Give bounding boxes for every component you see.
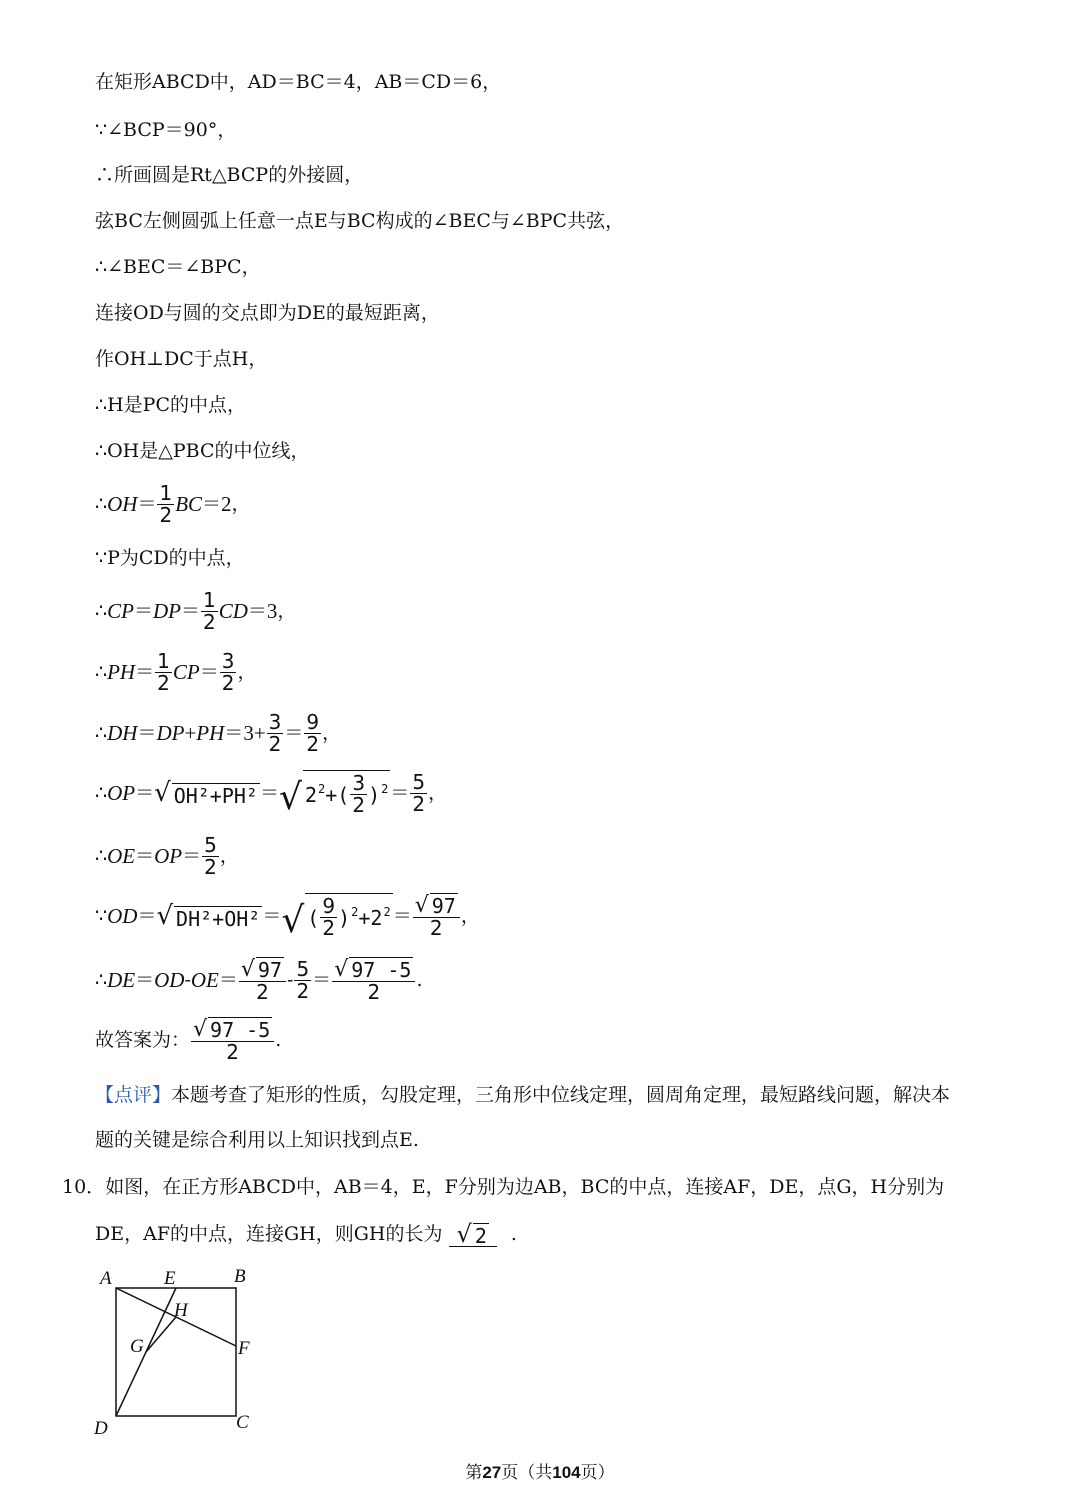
comment-line-2: 题的关键是综合利用以上知识找到点E. xyxy=(95,1129,419,1151)
fraction: $\frac{1}{2}$ xyxy=(157,649,170,695)
fraction: $\frac{3}{2}$ xyxy=(221,649,235,695)
text-line-1: 在矩形ABCD中，AD＝BC＝4，AB＝CD＝6， xyxy=(95,71,502,93)
label-b: B xyxy=(234,1266,246,1287)
text-line-4: 弦BC左侧圆弧上任意一点E与BC构成的∠BEC与∠BPC共弦， xyxy=(95,210,625,232)
sqrt-expression: √ OH²+PH² xyxy=(154,778,258,808)
question-10-line-2: DE，AF的中点，连接GH，则GH的长为 √ 2 . xyxy=(95,1220,517,1248)
fraction: $\frac{9}{2}$ xyxy=(306,710,320,756)
square-figure xyxy=(88,1262,268,1442)
label-h: H xyxy=(174,1300,188,1321)
eq-dh: ∴ DH ＝ DP + PH ＝ 3+ $\frac{3}{2}$ ＝ $\frac{9}{2}$ ， xyxy=(95,710,342,756)
label-g: G xyxy=(130,1336,144,1357)
page-footer: 第27页（共104页） xyxy=(465,1463,615,1483)
fraction: $\frac{1}{2}$ xyxy=(159,481,173,527)
eq-oh: ∴ OH ＝ $\frac{1}{2}$ BC ＝ 2 ， xyxy=(95,481,251,527)
segment-gh xyxy=(146,1317,176,1352)
text-line-8: ∴H是PC的中点， xyxy=(95,394,246,416)
fraction: $\frac{3}{2}$ xyxy=(268,710,282,756)
answer-blank: √ 2 xyxy=(449,1222,497,1247)
eq-de: ∴ DE ＝ OD - OE ＝ √ 97 2 - $\frac{5}{2}$ ＝ √ 97 -5 2 . xyxy=(95,956,423,1004)
text-line-10: ∵P为CD的中点， xyxy=(95,547,245,569)
fraction: √ 97 -5 2 xyxy=(332,957,415,1003)
sqrt-expression: √ 2 $^2$ + ( $\frac{3}{2}$ ) $^2$ xyxy=(279,771,389,818)
fraction: $\frac{5}{2}$ xyxy=(296,956,310,1003)
label-a: A xyxy=(100,1268,112,1289)
eq-ph: ∴ PH ＝ $\frac{1}{2}$ CP ＝ $\frac{3}{2}$ ， xyxy=(95,649,257,695)
page-number: 27 xyxy=(482,1463,502,1482)
fraction: √ 97 2 xyxy=(413,893,460,939)
question-10-line-1: 10． 如图，在正方形ABCD中，AB＝4，E，F分别为边AB，BC的中点，连接AF，DE，点G，H分别为 xyxy=(62,1176,945,1198)
text-line-6: 连接OD与圆的交点即为DE的最短距离， xyxy=(95,302,440,324)
fraction: $\frac{5}{2}$ xyxy=(204,833,217,879)
sqrt-expression: √ DH²+OH² xyxy=(156,901,261,931)
text-line-9: ∴OH是△PBC的中位线， xyxy=(95,440,310,462)
fraction: √ 97 2 xyxy=(239,957,286,1003)
eq-oe: ∴ OE ＝ OP ＝ $\frac{5}{2}$ ， xyxy=(95,833,239,879)
text-line-7: 作OH⊥DC于点H， xyxy=(95,348,268,370)
label-f: F xyxy=(238,1338,250,1359)
eq-od: ∵ OD ＝ √ DH²+OH² ＝ √ ( $\frac{9}{2}$ ) $^2$ + 2 $^2$ ＝ √ 97 2 ， xyxy=(95,892,480,941)
text-line-3: ∴所画圆是Rt△BCP的外接圆， xyxy=(95,164,364,186)
answer-line: 故答案为： √ 97 -5 2 . xyxy=(95,1016,282,1064)
fraction: $\frac{1}{2}$ xyxy=(202,588,216,634)
label-e: E xyxy=(164,1268,176,1289)
label-c: C xyxy=(236,1412,249,1433)
fraction: √ 97 -5 2 xyxy=(191,1017,274,1063)
text-line-2: ∵∠BCP＝90°， xyxy=(95,119,237,141)
comment-line-1: 【点评】 本题考查了矩形的性质，勾股定理，三角形中位线定理，圆周角定理，最短路线问题，解决本 xyxy=(95,1084,951,1106)
eq-op: ∴ OP ＝ √ OH²+PH² ＝ √ 2 $^2$ + ( $\frac{3}{2}$ ) $^2$ ＝ $\frac{5}{2}$ ， xyxy=(95,769,448,818)
label-d: D xyxy=(94,1418,108,1439)
text-line-5: ∴∠BEC＝∠BPC， xyxy=(95,256,261,278)
fraction: $\frac{5}{2}$ xyxy=(412,769,426,816)
page-total: 104 xyxy=(552,1463,581,1482)
sqrt-expression: √ ( $\frac{9}{2}$ ) $^2$ + 2 $^2$ xyxy=(281,894,391,941)
comment-tag: 【点评】 xyxy=(95,1084,172,1106)
eq-cp: ∴ CP ＝ DP ＝ $\frac{1}{2}$ CD ＝ 3 ， xyxy=(95,588,297,634)
